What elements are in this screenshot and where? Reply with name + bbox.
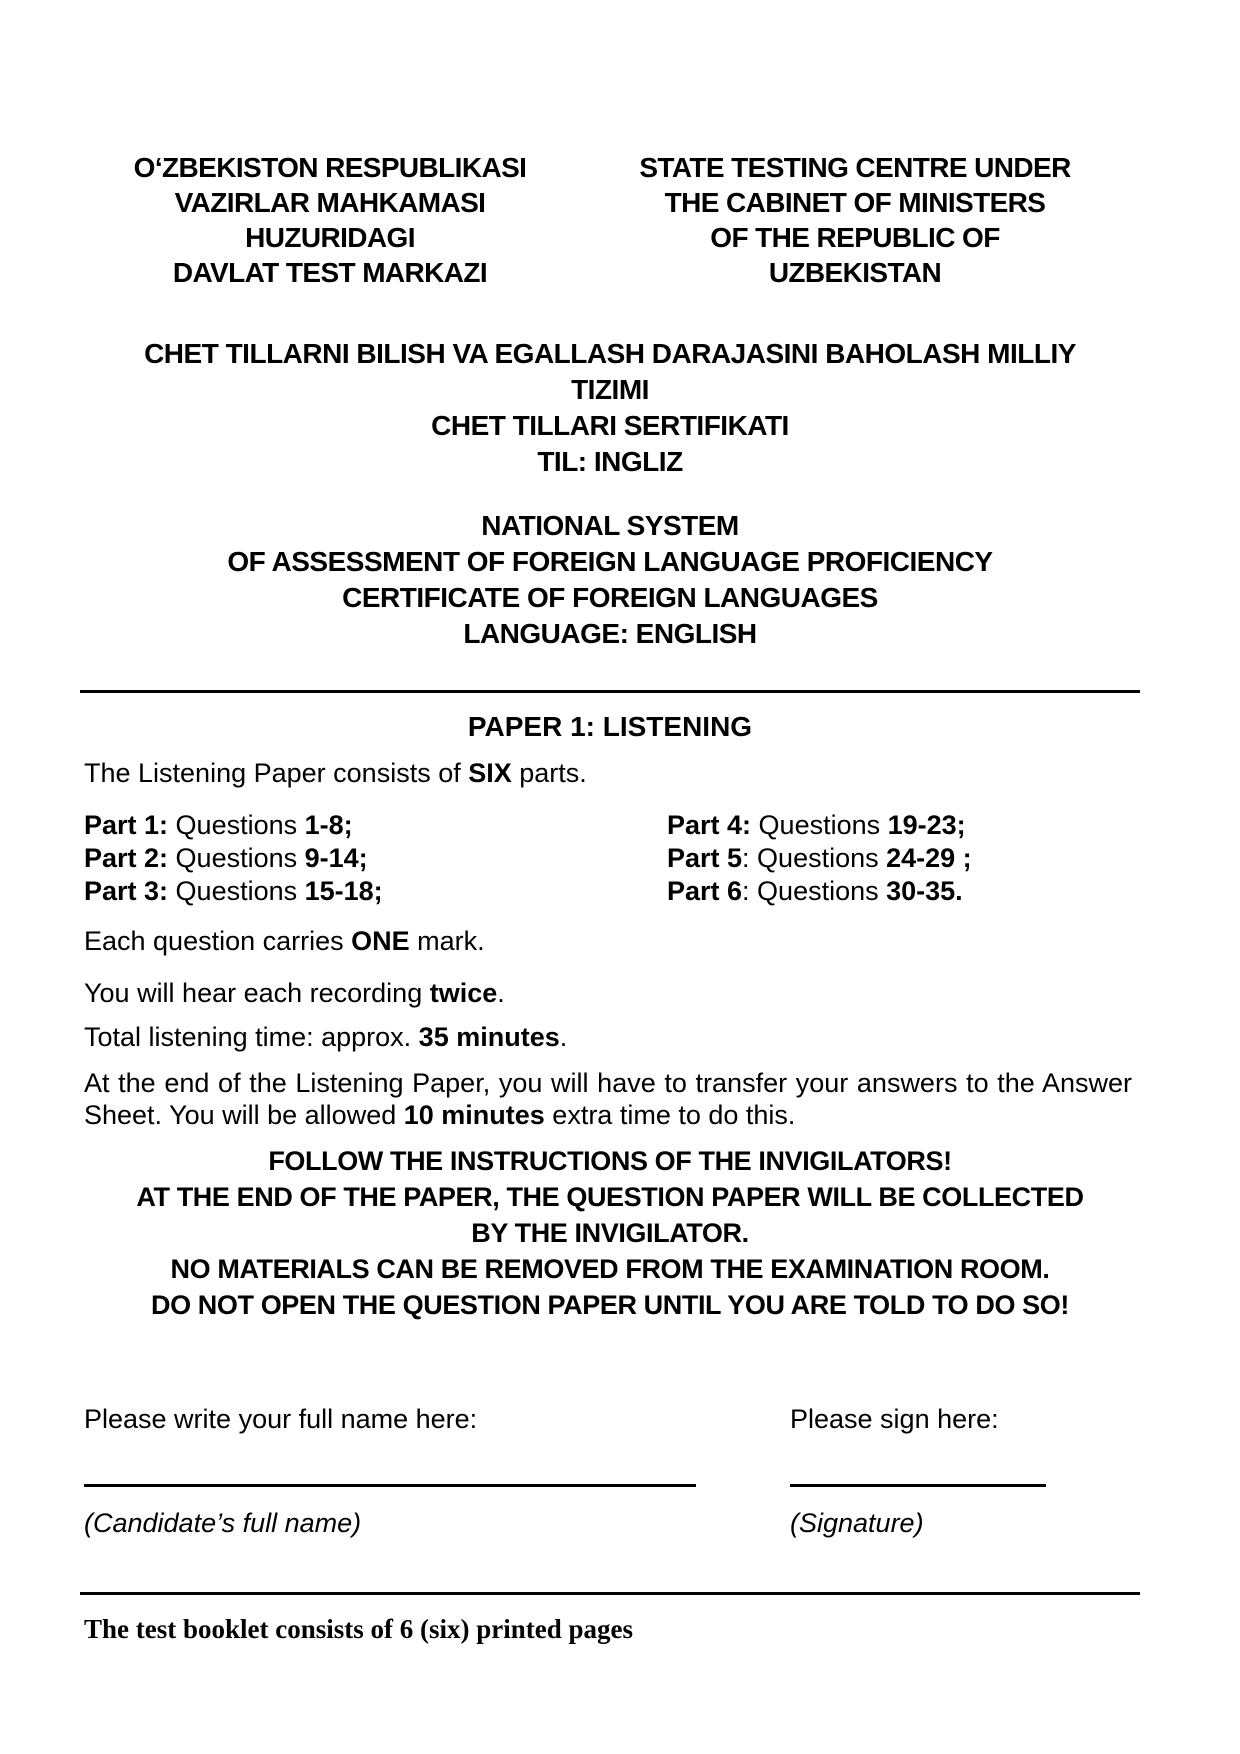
divider-bottom <box>80 1592 1140 1595</box>
instruction-line: DO NOT OPEN THE QUESTION PAPER UNTIL YOU ARE TOLD TO DO SO! <box>151 1290 1069 1320</box>
divider-top <box>80 690 1140 693</box>
part-range: 1-8; <box>304 810 353 840</box>
part-label: Part 5 <box>667 843 743 873</box>
footer-note: The test booklet consists of 6 (six) printed pages <box>84 1614 634 1644</box>
bold-span: twice <box>429 978 498 1008</box>
part-label: Part 6 <box>667 876 743 906</box>
part-label: Part 1: <box>84 810 169 840</box>
part-text: Questions <box>168 810 305 840</box>
title-line: TIL: INGLIZ <box>537 446 683 477</box>
part-label: Part 4: <box>667 810 752 840</box>
english-title-block <box>80 508 1140 652</box>
part-range: 30-35. <box>886 876 963 906</box>
part-item <box>84 809 383 842</box>
part-item <box>84 875 383 908</box>
part-text: Questions <box>168 843 305 873</box>
part-range: 9-14; <box>304 843 368 873</box>
part-item <box>667 875 972 908</box>
instruction-line: AT THE END OF THE PAPER, THE QUESTION PAPER WILL BE COLLECTED <box>136 1182 1084 1212</box>
header-line: UZBEKISTAN <box>768 257 942 288</box>
title-line: CHET TILLARNI BILISH VA EGALLASH DARAJASINI BAHOLASH MILLIY <box>144 338 1076 369</box>
header-uzbek <box>95 150 565 290</box>
uzbek-title-block <box>80 336 1140 480</box>
text-span: . <box>497 978 505 1008</box>
instruction-line: FOLLOW THE INSTRUCTIONS OF THE INVIGILATORS! <box>268 1146 952 1176</box>
name-field-line[interactable] <box>84 1484 696 1487</box>
intro-text <box>84 756 587 790</box>
part-label: Part 2: <box>84 843 169 873</box>
text-span: You will hear each recording <box>84 978 430 1008</box>
text-span: extra time to do this. <box>544 1100 796 1130</box>
part-text: : Questions <box>742 876 887 906</box>
header-line: OF THE REPUBLIC OF <box>710 222 1000 253</box>
instruction-line: NO MATERIALS CAN BE REMOVED FROM THE EXAMINATION ROOM. <box>170 1254 1050 1284</box>
name-label: Please write your full name here: <box>84 1404 478 1434</box>
title-line: LANGUAGE: ENGLISH <box>463 618 757 649</box>
twice-text <box>84 976 505 1010</box>
part-text: : Questions <box>742 843 887 873</box>
text-span: mark. <box>409 926 485 956</box>
text-span: At the end of the Listening Paper, you will have to transfer your answers to the Answer Sheet. You will be allowed <box>84 1068 1132 1130</box>
part-range: 19-23; <box>887 810 966 840</box>
header-line: VAZIRLAR MAHKAMASI <box>174 187 486 218</box>
time-text <box>84 1020 567 1054</box>
name-caption: (Candidate’s full name) <box>84 1508 362 1538</box>
bold-span: ONE <box>351 926 410 956</box>
bold-span: 35 minutes <box>418 1022 560 1052</box>
text-span: parts. <box>511 758 587 788</box>
header-line: HUZURIDAGI <box>245 222 415 253</box>
text-span: Total listening time: approx. <box>84 1022 419 1052</box>
marks-text <box>84 924 485 958</box>
paper-title: PAPER 1: LISTENING <box>467 711 753 742</box>
instructions-block <box>70 1143 1150 1323</box>
header-line: DAVLAT TEST MARKAZI <box>172 257 488 288</box>
signature-field-line[interactable] <box>790 1484 1046 1487</box>
transfer-text <box>84 1067 1132 1131</box>
part-range: 15-18; <box>304 876 383 906</box>
part-item <box>667 809 972 842</box>
title-line: CHET TILLARI SERTIFIKATI <box>431 410 789 441</box>
text-span: The Listening Paper consists of <box>84 758 469 788</box>
part-label: Part 3: <box>84 876 169 906</box>
part-range: 24-29 ; <box>886 843 972 873</box>
part-text: Questions <box>751 810 888 840</box>
bold-span: SIX <box>468 758 512 788</box>
sign-label: Please sign here: <box>790 1404 999 1434</box>
title-line: OF ASSESSMENT OF FOREIGN LANGUAGE PROFICIENCY <box>227 546 993 577</box>
header-line: THE CABINET OF MINISTERS <box>664 187 1046 218</box>
parts-list-right <box>667 809 972 908</box>
text-span: Each question carries <box>84 926 352 956</box>
header-line: STATE TESTING CENTRE UNDER <box>639 152 1071 183</box>
part-item <box>667 842 972 875</box>
signature-caption: (Signature) <box>790 1508 924 1538</box>
text-span: . <box>559 1022 568 1052</box>
instruction-line: BY THE INVIGILATOR. <box>471 1218 749 1248</box>
part-item <box>84 842 383 875</box>
title-line: NATIONAL SYSTEM <box>481 510 739 541</box>
title-line: TIZIMI <box>571 374 649 405</box>
parts-list-left <box>84 809 383 908</box>
header-english <box>610 150 1100 290</box>
part-text: Questions <box>168 876 305 906</box>
bold-span: 10 minutes <box>403 1100 545 1130</box>
header-line: O‘ZBEKISTON RESPUBLIKASI <box>133 152 527 183</box>
title-line: CERTIFICATE OF FOREIGN LANGUAGES <box>342 582 878 613</box>
